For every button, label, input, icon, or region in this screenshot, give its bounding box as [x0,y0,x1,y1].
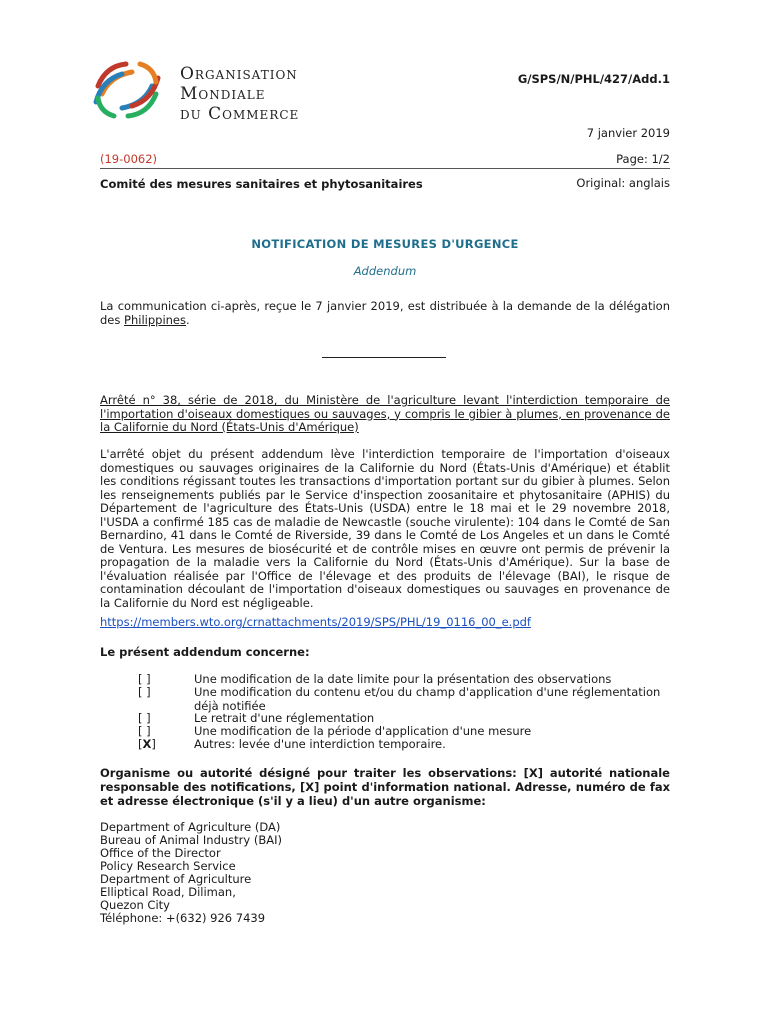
country-name: Philippines [124,313,186,327]
checkbox-deadline: [ ] [138,672,151,686]
address-block [100,821,282,925]
intro-paragraph: La communication ci-après, reçue le 7 janvier 2019, est distribuée à la demande de la délégation des Philippines. [100,299,670,327]
page-subtitle: Addendum [353,264,417,278]
page-title: NOTIFICATION DE MESURES D'URGENCE [251,237,519,251]
checkbox-other: [X] [138,737,156,751]
wto-logo-icon [92,58,162,122]
separator-line [322,357,446,358]
checkbox-period: [ ] [138,724,151,738]
option-deadline: Une modification de la date limite pour la présentation des observations [194,672,612,686]
address-line: Office of the Director [100,846,221,860]
option-content: Une modification du contenu et/ou du champ d'application d'une réglementation déjà notifiée [194,685,661,713]
address-line: Policy Research Service [100,859,236,873]
address-line: Téléphone: +(632) 926 7439 [100,911,266,925]
original-language: Original: anglais [576,176,670,190]
document-date: 7 janvier 2019 [586,126,670,140]
authority-paragraph: Organisme ou autorité désigné pour traiter les observations: [X] autorité nationale responsable des notifications, [X] point d'information national. Adresse, numéro de fax et adresse électronique (s'il y a lieu) d'un autre organisme: [100,766,670,808]
address-line: Bureau of Animal Industry (BAI) [100,833,282,847]
document-symbol: G/SPS/N/PHL/427/Add.1 [517,72,670,86]
checkbox-content: [ ] [138,685,151,699]
header-divider [100,168,670,169]
checkbox-withdrawal: [ ] [138,711,151,725]
address-line: Quezon City [100,898,170,912]
organization-name: Organisation Mondiale du Commerce [180,64,300,124]
measure-heading: Arrêté n° 38, série de 2018, du Ministère de l'agriculture levant l'interdiction temporaire de l'importation d'oiseaux domestiques ou sauvages, y compris le gibier à plumes, en provenance de la Californie du Nord (États-Unis d'Amérique) [100,393,670,434]
document-number: (19-0062) [100,152,158,166]
page-number: Page: 1/2 [616,152,670,166]
attachment-link[interactable]: https://members.wto.org/crnattachments/2019/SPS/PHL/19_0116_00_e.pdf [100,615,531,629]
option-other: Autres: levée d'une interdiction temporaire. [194,737,446,751]
option-period: Une modification de la période d'application d'une mesure [194,724,532,738]
committee-name: Comité des mesures sanitaires et phytosanitaires [100,177,423,191]
concern-heading: Le présent addendum concerne: [100,645,310,659]
body-paragraph: L'arrêté objet du présent addendum lève l'interdiction temporaire de l'importation d'oiseaux domestiques ou sauvages originaires de la Californie du Nord (États-Unis d'Amérique) et établit les conditions régissant toutes les transactions d'importation portant sur du gibier à plumes. Selon les renseignements publiés par le Service d'inspection zoosanitaire et phytosanitaire (APHIS) du Département de l'agriculture des États-Unis (USDA) entre le 18 mai et le 29 novembre 2018, l'USDA a confirmé 185 cas de maladie de Newcastle (souche virulente): 104 dans le Comté de San Bernardino, 41 dans le Comté de Riverside, 39 dans le Comté de Los Angeles et un dans le Comté de Ventura. Les mesures de biosécurité et de contrôle mises en œuvre ont permis de prévenir la propagation de la maladie vers la Californie du Nord (États-Unis d'Amérique). Sur la base de l'évaluation réalisée par l'Office de l'élevage et des produits de l'élevage (BAI), le risque de contamination découlant de l'importation d'oiseaux domestiques ou sauvages en provenance de la Californie du Nord est négligeable. [100,447,670,610]
address-line: Elliptical Road, Diliman, [100,885,236,899]
address-line: Department of Agriculture (DA) [100,820,281,834]
option-withdrawal: Le retrait d'une réglementation [194,711,375,725]
address-line: Department of Agriculture [100,872,252,886]
